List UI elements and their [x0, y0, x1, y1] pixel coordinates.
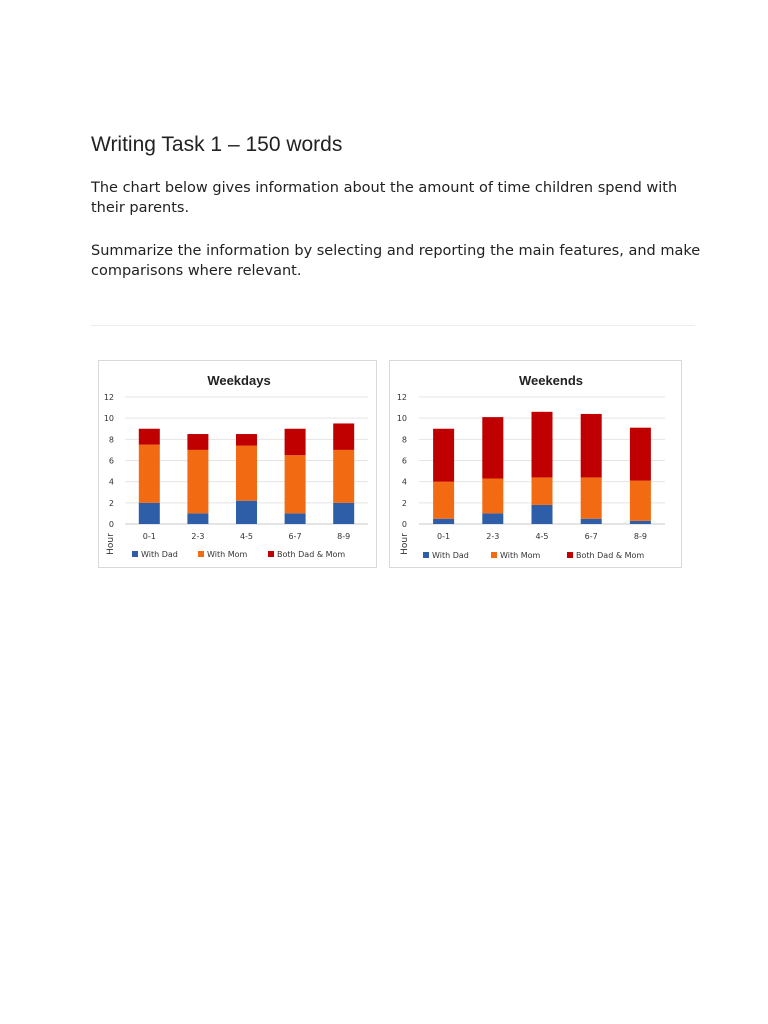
- y-tick-label: 2: [401, 498, 407, 508]
- bar-with-dad-2-3: [187, 513, 208, 524]
- y-tick-label: 4: [401, 477, 407, 487]
- y-tick-label: 0: [108, 520, 114, 529]
- bar-with-mom-4-5: [236, 446, 257, 501]
- bar-with-dad-6-7: [581, 519, 602, 524]
- y-tick-label: 8: [108, 435, 114, 445]
- x-tick-label: 6-7: [584, 532, 598, 541]
- legend-swatch-with-mom: [198, 551, 204, 557]
- bar-both-dad-mom-0-1: [433, 429, 454, 482]
- legend-swatch-with-dad: [132, 551, 138, 557]
- x-tick-label: 6-7: [288, 532, 302, 541]
- legend-label-both-dad-mom: Both Dad & Mom: [277, 550, 346, 559]
- legend-swatch-with-mom: [491, 552, 497, 558]
- bar-both-dad-mom-8-9: [333, 423, 354, 449]
- weekends-chart-panel: [389, 360, 682, 568]
- bar-both-dad-mom-6-7: [285, 429, 306, 455]
- chart-title: Weekends: [518, 373, 584, 388]
- weekdays-chart: [99, 361, 378, 569]
- x-tick-label: 4-5: [535, 532, 549, 541]
- bar-with-mom-8-9: [630, 481, 651, 521]
- legend-label-with-dad: With Dad: [141, 550, 178, 559]
- y-tick-label: 12: [396, 393, 407, 402]
- x-tick-label: 2-3: [486, 532, 500, 541]
- y-tick-label: 10: [396, 414, 407, 424]
- bar-with-dad-2-3: [482, 513, 503, 524]
- bar-with-dad-6-7: [285, 513, 306, 524]
- bar-with-mom-0-1: [433, 482, 454, 519]
- bar-with-dad-4-5: [236, 501, 257, 524]
- y-tick-label: 10: [103, 414, 114, 424]
- legend-label-with-dad: With Dad: [432, 551, 469, 560]
- bar-with-mom-2-3: [482, 478, 503, 513]
- task-summary-instruction: Summarize the information by selecting and reporting the main features, and make comparisons where relevant.: [91, 243, 701, 279]
- y-tick-label: 4: [108, 477, 114, 487]
- x-tick-label: 2-3: [191, 532, 205, 541]
- weekends-chart: [390, 361, 683, 569]
- bar-with-mom-0-1: [139, 445, 160, 503]
- bar-with-dad-4-5: [532, 505, 553, 524]
- legend-label-both-dad-mom: Both Dad & Mom: [576, 551, 645, 560]
- chart-title: Weekdays: [207, 373, 271, 388]
- legend-swatch-both-dad-mom: [567, 552, 573, 558]
- bar-with-mom-6-7: [581, 477, 602, 518]
- bar-with-dad-8-9: [333, 503, 354, 524]
- x-tick-label: 0-1: [437, 532, 451, 541]
- bar-with-mom-4-5: [532, 477, 553, 505]
- bar-with-mom-8-9: [333, 450, 354, 503]
- bar-both-dad-mom-2-3: [187, 434, 208, 450]
- y-axis-label: Hour: [106, 533, 116, 555]
- y-axis-label: Hour: [400, 533, 410, 555]
- section-divider: [91, 325, 695, 326]
- bar-both-dad-mom-0-1: [139, 429, 160, 445]
- bar-with-mom-2-3: [187, 450, 208, 513]
- y-tick-label: 2: [108, 498, 114, 508]
- legend-label-with-mom: With Mom: [207, 550, 248, 559]
- legend-label-with-mom: With Mom: [500, 551, 541, 560]
- bar-both-dad-mom-4-5: [532, 412, 553, 478]
- y-tick-label: 6: [108, 456, 114, 466]
- bar-with-mom-6-7: [285, 455, 306, 513]
- bar-both-dad-mom-2-3: [482, 417, 503, 478]
- bar-both-dad-mom-6-7: [581, 414, 602, 478]
- bar-both-dad-mom-8-9: [630, 428, 651, 481]
- x-tick-label: 8-9: [633, 532, 647, 541]
- task-heading: Writing Task 1 – 150 words: [91, 133, 343, 156]
- task-instruction: The chart below gives information about the amount of time children spend with their parents.: [91, 180, 678, 216]
- bar-with-dad-0-1: [433, 519, 454, 524]
- x-tick-label: 0-1: [142, 532, 156, 541]
- bar-with-dad-8-9: [630, 521, 651, 524]
- weekdays-chart-panel: [98, 360, 377, 568]
- x-tick-label: 8-9: [337, 532, 351, 541]
- legend-swatch-both-dad-mom: [268, 551, 274, 557]
- y-tick-label: 0: [401, 520, 407, 529]
- y-tick-label: 6: [401, 456, 407, 466]
- x-tick-label: 4-5: [239, 532, 254, 541]
- legend-swatch-with-dad: [423, 552, 429, 558]
- bar-with-dad-0-1: [139, 503, 160, 524]
- bar-both-dad-mom-4-5: [236, 434, 257, 446]
- y-tick-label: 8: [401, 435, 407, 445]
- y-tick-label: 12: [103, 393, 114, 402]
